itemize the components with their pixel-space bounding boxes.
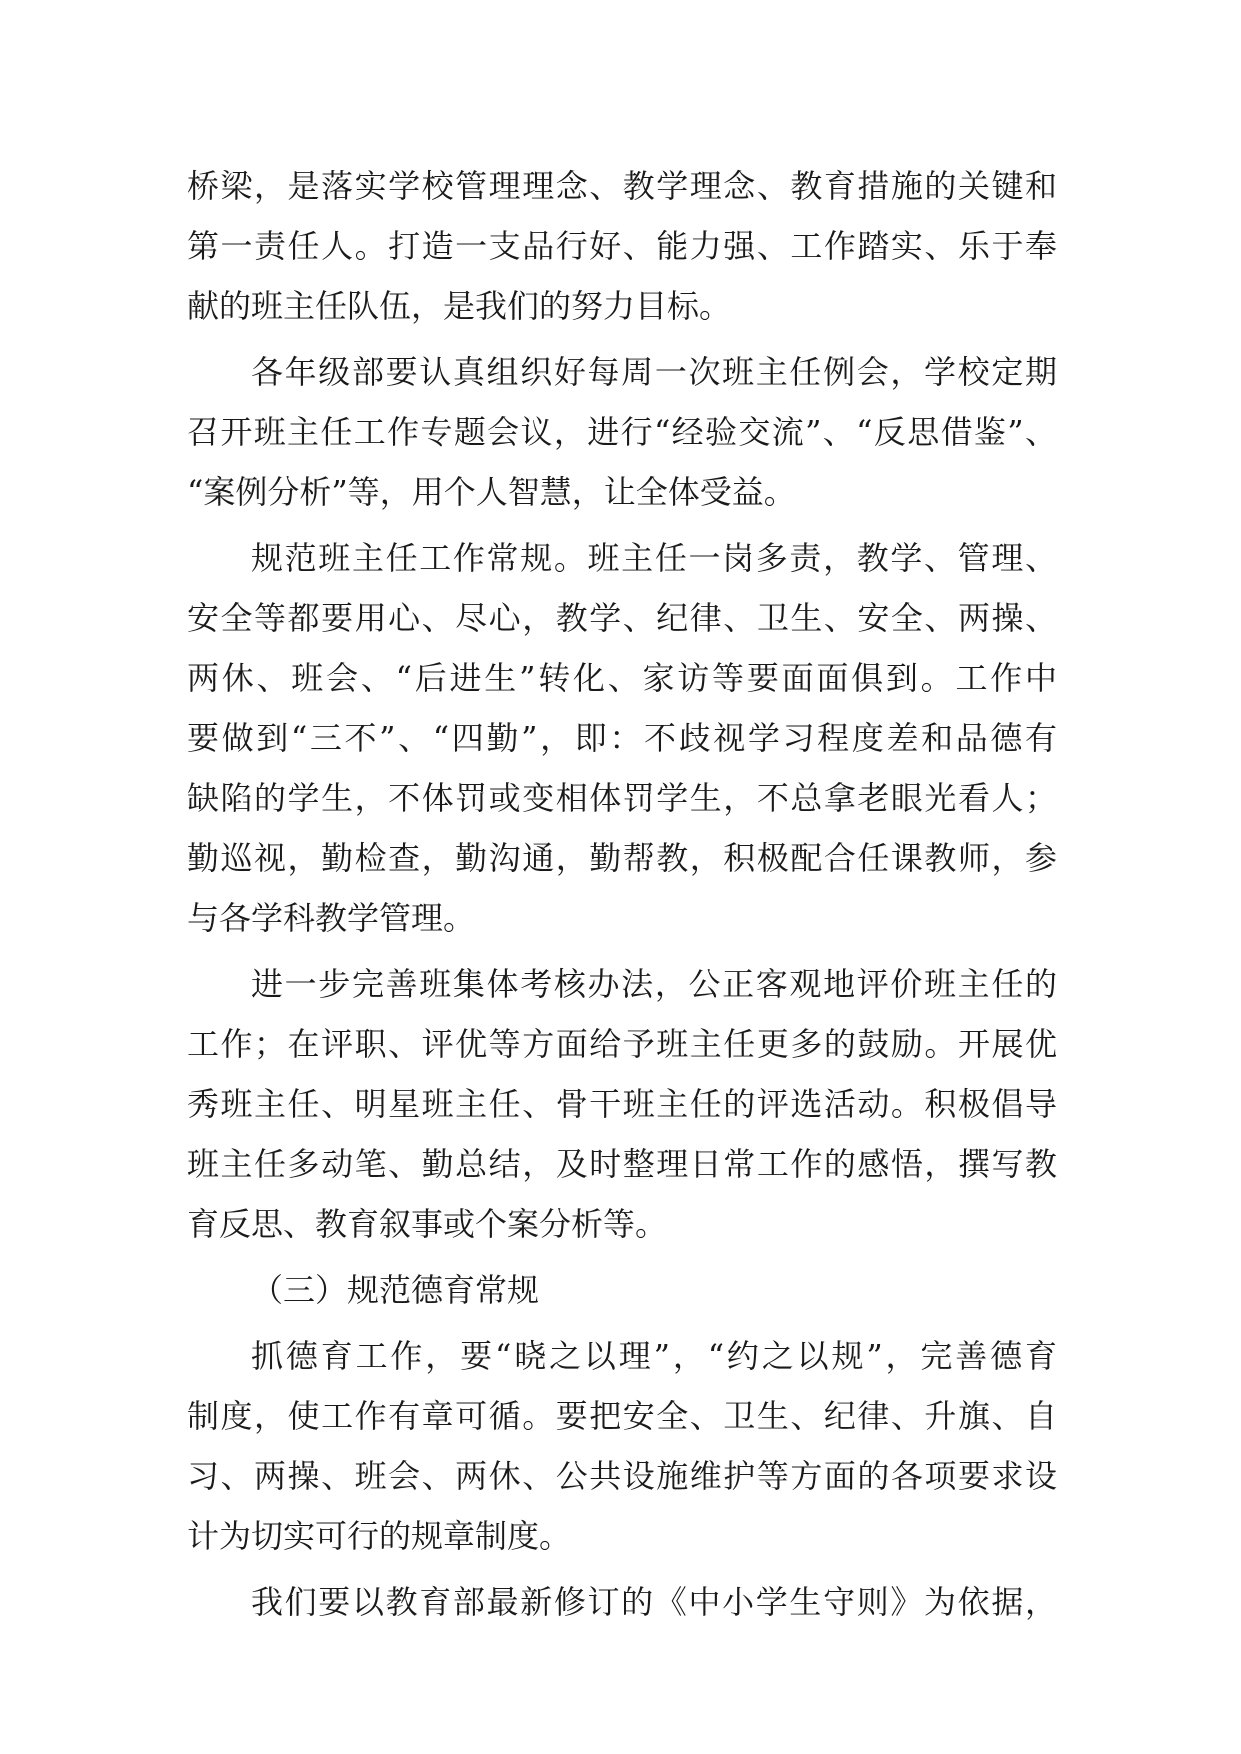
text-line: 制度，使工作有章可循。要把安全、卫生、纪律、升旗、自 — [187, 1397, 1057, 1435]
text-line: 召开班主任工作专题会议，进行“经验交流”、“反思借鉴”、 — [187, 413, 1057, 451]
text-line: 缺陷的学生，不体罚或变相体罚学生，不总拿老眼光看人； — [187, 779, 1057, 817]
text-line: 秀班主任、明星班主任、骨干班主任的评选活动。积极倡导 — [187, 1085, 1057, 1123]
text-line: 勤巡视，勤检查，勤沟通，勤帮教，积极配合任课教师，参 — [187, 839, 1057, 877]
paragraph-4 — [187, 954, 1057, 1254]
text-line: 各年级部要认真组织好每周一次班主任例会，学校定期 — [251, 353, 1057, 391]
text-line: 进一步完善班集体考核办法，公正客观地评价班主任的 — [251, 965, 1057, 1003]
paragraph-2 — [187, 342, 1057, 522]
text-line: 献的班主任队伍，是我们的努力目标。 — [187, 287, 732, 325]
text-line: 第一责任人。打造一支品行好、能力强、工作踏实、乐于奉 — [187, 227, 1057, 265]
paragraph-3 — [187, 528, 1057, 948]
text-line: 习、两操、班会、两休、公共设施维护等方面的各项要求设 — [187, 1457, 1057, 1495]
paragraph-6 — [187, 1572, 1057, 1632]
text-line: 抓德育工作，要“晓之以理”，“约之以规”，完善德育 — [251, 1337, 1057, 1375]
text-line: 桥梁，是落实学校管理理念、教学理念、教育措施的关键和 — [187, 167, 1057, 205]
section-heading-text: （三）规范德育常规 — [251, 1271, 540, 1309]
text-line: 要做到“三不”、“四勤”，即：不歧视学习程度差和品德有 — [187, 719, 1057, 757]
text-line: 我们要以教育部最新修订的《中小学生守则》为依据， — [251, 1583, 1057, 1621]
text-line: 规范班主任工作常规。班主任一岗多责，教学、管理、 — [251, 539, 1057, 577]
text-line: 班主任多动笔、勤总结，及时整理日常工作的感悟，撰写教 — [187, 1145, 1057, 1183]
paragraph-1 — [187, 156, 1057, 336]
text-line: 安全等都要用心、尽心，教学、纪律、卫生、安全、两操、 — [187, 599, 1057, 637]
section-heading — [187, 1260, 1057, 1320]
text-line: 两休、班会、“后进生”转化、家访等要面面俱到。工作中 — [187, 659, 1057, 697]
text-line: 工作；在评职、评优等方面给予班主任更多的鼓励。开展优 — [187, 1025, 1057, 1063]
text-line: 与各学科教学管理。 — [187, 899, 476, 937]
paragraph-5 — [187, 1326, 1057, 1566]
text-line: 育反思、教育叙事或个案分析等。 — [187, 1205, 668, 1243]
text-line: 计为切实可行的规章制度。 — [187, 1517, 572, 1555]
document-body — [187, 156, 1057, 1632]
text-line: “案例分析”等，用个人智慧，让全体受益。 — [187, 473, 796, 511]
